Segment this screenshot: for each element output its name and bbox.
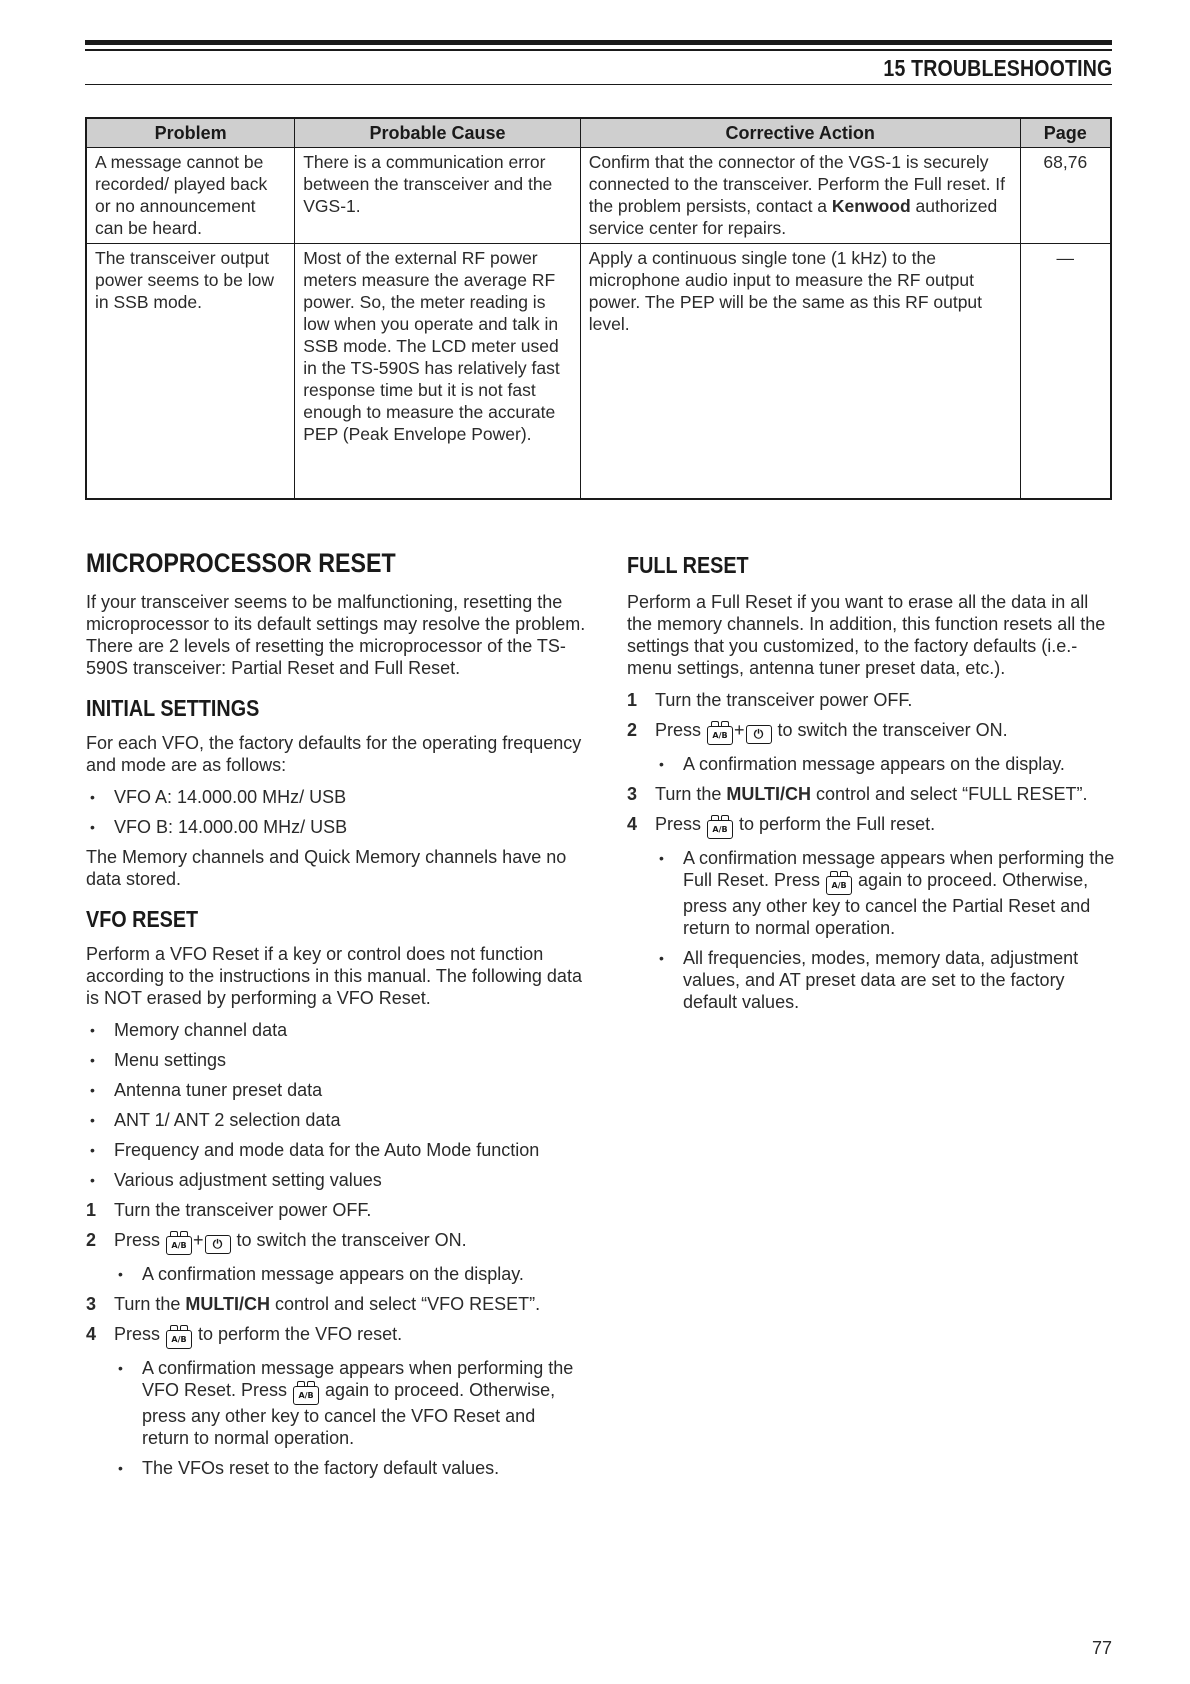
step-text: Press bbox=[655, 814, 707, 834]
plus-sign: + bbox=[734, 720, 745, 740]
list-item: • Frequency and mode data for the Auto Mode function bbox=[86, 1139, 586, 1161]
memory-note: The Memory channels and Quick Memory channels have no data stored. bbox=[86, 847, 567, 889]
action-text: Confirm that the connector of the VGS-1 is securely connected to the transceiver. Perform the Full reset. If the problem persists, contact a bbox=[588, 152, 1006, 216]
step-1 bbox=[627, 689, 1117, 711]
action-cell bbox=[580, 148, 1020, 244]
list-text: A confirmation message appears when performing the VFO Reset. Press bbox=[142, 1358, 574, 1400]
vfo-reset-steps bbox=[86, 1199, 586, 1479]
left-column bbox=[86, 548, 586, 1487]
power-key-icon: ⏻ bbox=[746, 725, 772, 744]
initial-settings-heading: INITIAL SETTINGS bbox=[86, 695, 260, 721]
step-3 bbox=[627, 783, 1117, 805]
list-item: • VFO A: 14.000.00 MHz/ USB bbox=[86, 786, 586, 808]
step-number: 3 bbox=[627, 784, 638, 804]
step-text: Turn the transceiver power OFF. bbox=[655, 690, 913, 710]
ab-key-icon: A/B bbox=[166, 1330, 192, 1349]
list-text: A confirmation message appears when performing the Full Reset. Press bbox=[683, 848, 1115, 890]
step-text: Press bbox=[114, 1324, 166, 1344]
step-4 bbox=[627, 813, 1117, 1013]
step-2 bbox=[86, 1229, 586, 1285]
step-number: 2 bbox=[627, 720, 638, 740]
list-item: • The VFOs reset to the factory default values. bbox=[114, 1457, 586, 1479]
list-item: • Antenna tuner preset data bbox=[86, 1079, 586, 1101]
step-2 bbox=[627, 719, 1117, 775]
cause-cell: Most of the external RF power meters measure the average RF power. So, the meter reading is low when you operate and talk in SSB mode. The LCD meter used in the TS-590S has relatively fast response time but it is not fast enough to measure the accurate PEP (Peak Envelope Power). bbox=[295, 244, 580, 499]
header-rule-thin bbox=[85, 49, 1112, 51]
full-reset-steps bbox=[627, 689, 1117, 1013]
cause-cell: There is a communication error between the transceiver and the VGS-1. bbox=[295, 148, 580, 244]
list-text: again to proceed. Otherwise, press any other key to cancel the Partial Reset and return to normal operation. bbox=[683, 870, 1091, 938]
table-row bbox=[86, 244, 1111, 499]
vfo-defaults-list bbox=[86, 786, 586, 838]
ab-key-icon: A/B bbox=[166, 1236, 192, 1255]
step-4 bbox=[86, 1323, 586, 1479]
action-cell bbox=[580, 244, 1020, 499]
ab-key-icon: A/B bbox=[707, 820, 733, 839]
problem-cell: A message cannot be recorded/ played back or no announcement can be heard. bbox=[86, 148, 295, 244]
step-number: 1 bbox=[627, 690, 638, 710]
step-text: to switch the transceiver ON. bbox=[231, 1230, 467, 1250]
step-text: control and select “VFO RESET”. bbox=[270, 1294, 541, 1314]
list-item: • VFO B: 14.000.00 MHz/ USB bbox=[86, 816, 586, 838]
list-item: • Menu settings bbox=[86, 1049, 586, 1071]
intro-paragraph: If your transceiver seems to be malfunctioning, resetting the microprocessor to its default settings may resolve the problem. There are 2 levels of resetting the microprocessor of the TS-590S transceiver: Partial Reset and Full Reset. bbox=[86, 592, 586, 678]
step-number: 4 bbox=[86, 1324, 97, 1344]
list-item: • ANT 1/ ANT 2 selection data bbox=[86, 1109, 586, 1131]
action-text: Apply a continuous single tone (1 kHz) to the microphone audio input to measure the RF output power. The PEP will be the same as this RF output level. bbox=[588, 248, 983, 334]
ab-key-icon: A/B bbox=[707, 726, 733, 745]
list-item bbox=[114, 1357, 586, 1449]
page-number: 77 bbox=[1091, 1638, 1112, 1658]
step-1 bbox=[86, 1199, 586, 1221]
step-text: Press bbox=[114, 1230, 166, 1250]
list-item: • Memory channel data bbox=[86, 1019, 586, 1041]
step-text: Turn the transceiver power OFF. bbox=[114, 1200, 372, 1220]
page-ref-cell: 68,76 bbox=[1020, 148, 1111, 244]
step-text: Press bbox=[655, 720, 707, 740]
problem-cell: The transceiver output power seems to be low in SSB mode. bbox=[86, 244, 295, 499]
step-text: control and select “FULL RESET”. bbox=[811, 784, 1088, 804]
step-text: to perform the VFO reset. bbox=[193, 1324, 403, 1344]
list-text: again to proceed. Otherwise, press any other key to cancel the VFO Reset and return to normal operation. bbox=[142, 1380, 556, 1448]
table-row bbox=[86, 148, 1111, 244]
header-rule-thick bbox=[85, 40, 1112, 45]
list-item bbox=[655, 847, 1117, 939]
step-number: 4 bbox=[627, 814, 638, 834]
right-column bbox=[627, 548, 1117, 1021]
control-name: MULTI/CH bbox=[726, 784, 812, 804]
column-header-cause: Probable Cause bbox=[295, 118, 580, 148]
vfo-reset-text: Perform a VFO Reset if a key or control does not function according to the instructions in this manual. The following data is NOT erased by performing a VFO Reset. bbox=[86, 944, 582, 1008]
step-text: to switch the transceiver ON. bbox=[772, 720, 1008, 740]
header-rule-bottom bbox=[85, 84, 1112, 85]
step-3 bbox=[86, 1293, 586, 1315]
control-name: MULTI/CH bbox=[185, 1294, 271, 1314]
step-number: 3 bbox=[86, 1294, 97, 1314]
table-header-row bbox=[86, 118, 1111, 148]
plus-sign: + bbox=[193, 1230, 204, 1250]
vfo-reset-heading: VFO RESET bbox=[86, 906, 199, 932]
microprocessor-reset-heading: MICROPROCESSOR RESET bbox=[86, 548, 396, 578]
step-text: Turn the bbox=[114, 1294, 186, 1314]
chapter-title: 15 TROUBLESHOOTING bbox=[883, 55, 1112, 81]
step-number: 2 bbox=[86, 1230, 97, 1250]
full-reset-text: Perform a Full Reset if you want to erase all the data in all the memory channels. In addition, this function resets all the settings that you customized, to the factory defaults (i.e.- menu settings, antenna tuner preset data, etc.). bbox=[627, 592, 1106, 678]
power-key-icon: ⏻ bbox=[205, 1235, 231, 1254]
full-reset-heading: FULL RESET bbox=[627, 552, 749, 578]
step-text: to perform the Full reset. bbox=[734, 814, 936, 834]
action-text-end: authorized service center for repairs. bbox=[588, 196, 998, 238]
list-item: • A confirmation message appears on the display. bbox=[655, 753, 1117, 775]
column-header-action: Corrective Action bbox=[580, 118, 1020, 148]
brand-name: Kenwood bbox=[831, 196, 911, 216]
step-text: Turn the bbox=[655, 784, 727, 804]
initial-settings-text: For each VFO, the factory defaults for the operating frequency and mode are as follows: bbox=[86, 733, 582, 775]
step-number: 1 bbox=[86, 1200, 97, 1220]
column-header-problem: Problem bbox=[86, 118, 295, 148]
page-ref-cell: — bbox=[1020, 244, 1111, 499]
list-item: • A confirmation message appears on the display. bbox=[114, 1263, 586, 1285]
troubleshooting-table bbox=[85, 117, 1112, 500]
column-header-page: Page bbox=[1020, 118, 1111, 148]
list-item: • All frequencies, modes, memory data, adjustment values, and AT preset data are set to the factory default values. bbox=[655, 947, 1117, 1013]
list-item: • Various adjustment setting values bbox=[86, 1169, 586, 1191]
ab-key-icon: A/B bbox=[826, 876, 852, 895]
ab-key-icon: A/B bbox=[293, 1386, 319, 1405]
preserved-data-list bbox=[86, 1019, 586, 1191]
